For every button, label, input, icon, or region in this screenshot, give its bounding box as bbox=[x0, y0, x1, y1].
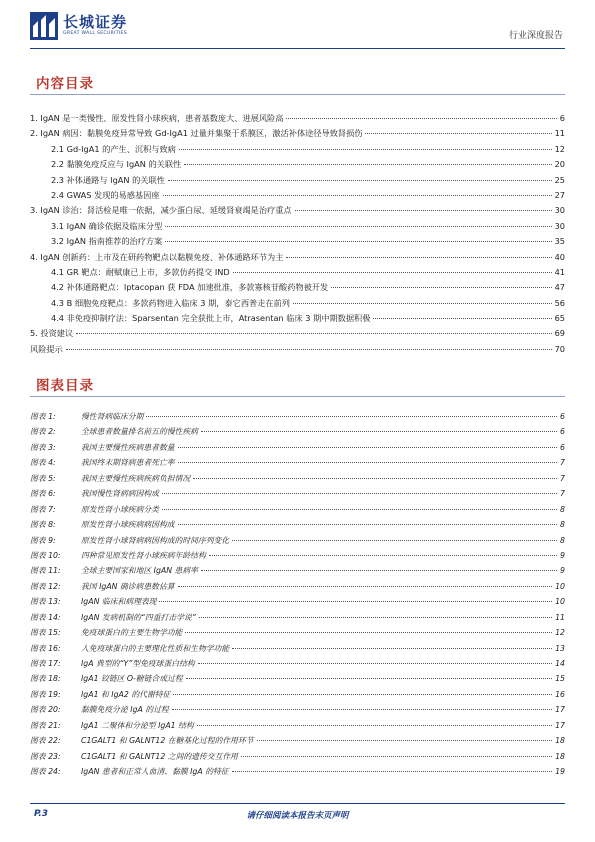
figure-entry[interactable] bbox=[30, 658, 565, 673]
figure-entry[interactable] bbox=[30, 704, 565, 719]
figure-entry-title: IgAN 临床和病理表现 bbox=[81, 597, 157, 607]
figure-entry-label: 图表 10: bbox=[30, 550, 61, 560]
figure-entry-title: IgA1 和 IgA2 的代谢特征 bbox=[81, 689, 171, 699]
dot-leader bbox=[197, 725, 552, 726]
toc-entry[interactable] bbox=[30, 221, 565, 236]
figure-entry-title: 我国主要慢性疾病疾病负担情况 bbox=[81, 473, 191, 483]
figure-entry[interactable] bbox=[30, 535, 565, 550]
toc-entry[interactable] bbox=[30, 159, 565, 174]
figure-entry[interactable] bbox=[30, 735, 565, 750]
figure-entry-title: 我国慢性肾病病因构成 bbox=[81, 489, 159, 499]
figure-entry-page: 19 bbox=[555, 767, 565, 777]
figure-entry[interactable] bbox=[30, 673, 565, 688]
dot-leader bbox=[286, 257, 551, 258]
toc-entry-page: 65 bbox=[554, 313, 565, 324]
toc-entry-page: 20 bbox=[554, 159, 565, 170]
dot-leader bbox=[233, 272, 552, 273]
figure-entry-page: 9 bbox=[560, 550, 565, 560]
figure-entry[interactable] bbox=[30, 643, 565, 658]
figure-entry-page: 18 bbox=[555, 736, 565, 746]
dot-leader bbox=[365, 133, 551, 134]
figure-entry[interactable] bbox=[30, 550, 565, 565]
figure-entry-label: 图表 9: bbox=[30, 535, 56, 545]
figure-entry-page: 16 bbox=[555, 689, 565, 699]
figure-entry-label: 图表 3: bbox=[30, 442, 56, 452]
figure-entry-title: 人免疫球蛋白的主要理化性质和生物学功能 bbox=[81, 643, 230, 653]
figure-entry-label: 图表 13: bbox=[30, 597, 61, 607]
figure-entry-page: 10 bbox=[555, 581, 565, 591]
figure-entry-label: 图表 5: bbox=[30, 473, 56, 483]
figure-entry[interactable] bbox=[30, 689, 565, 704]
toc-entry[interactable] bbox=[30, 313, 565, 328]
figure-entry-label: 图表 11: bbox=[30, 566, 61, 576]
dot-leader bbox=[178, 462, 557, 463]
dot-leader bbox=[331, 287, 551, 288]
toc-entry[interactable] bbox=[30, 236, 565, 251]
toc-entry-page: 25 bbox=[554, 174, 565, 185]
figure-entry-title: IgA1 铰链区 O-糖链合成过程 bbox=[81, 674, 183, 684]
toc-entry-page: 69 bbox=[554, 328, 565, 339]
figure-entry[interactable] bbox=[30, 565, 565, 580]
figure-entry-page: 6 bbox=[560, 427, 565, 437]
toc-entry-page: 11 bbox=[554, 128, 565, 139]
toc-entry[interactable] bbox=[30, 190, 565, 205]
figure-entry-title: C1GALT1 和 GALNT12 在糖基化过程的作用环节 bbox=[81, 736, 254, 746]
figure-entry[interactable] bbox=[30, 627, 565, 642]
figure-entry-page: 18 bbox=[555, 751, 565, 761]
toc-entry-title: 2.2 黏膜免疫反应与 IgAN 的关联性 bbox=[51, 159, 182, 170]
figure-entry-label: 图表 1: bbox=[30, 412, 56, 421]
figure-entry-title: 原发性肾小球疾病病因构成 bbox=[81, 520, 175, 530]
toc-entry-title: 4.3 B 细胞免疫靶点：多款药物进入临床 3 期，泰它西普走在前列 bbox=[51, 297, 290, 308]
dot-leader bbox=[163, 195, 552, 196]
toc-entry-title: 风险提示 bbox=[30, 343, 63, 354]
figure-entry[interactable] bbox=[30, 720, 565, 735]
figure-entry-title: 我国终末期肾病患者死亡率 bbox=[81, 458, 175, 468]
toc-entry[interactable] bbox=[30, 328, 565, 343]
figure-entry-label: 图表 19: bbox=[30, 689, 61, 699]
figure-entry-page: 9 bbox=[560, 566, 565, 576]
figure-entry-title: IgAN 患者和正常人血清、黏膜 IgA 的特征 bbox=[81, 767, 229, 777]
dot-leader bbox=[257, 740, 553, 741]
toc-entry-title: 2.3 补体通路与 IgAN 的关联性 bbox=[51, 174, 165, 185]
toc-entry[interactable] bbox=[30, 128, 565, 143]
figure-entry[interactable] bbox=[30, 504, 565, 519]
toc-entry-title: 3. IgAN 诊治：肾活检是唯一依据，减少蛋白尿、延缓肾衰竭是治疗重点 bbox=[30, 205, 292, 216]
figure-entry-title: IgA 典型的“Y”型免疫球蛋白结构 bbox=[81, 659, 195, 668]
figure-entry-title: 全球主要国家和地区 IgAN 患病率 bbox=[81, 566, 198, 576]
toc-title-underline bbox=[30, 94, 565, 95]
figure-entry-page: 6 bbox=[560, 442, 565, 452]
toc-entry[interactable] bbox=[30, 282, 565, 297]
dot-leader bbox=[201, 570, 557, 571]
figure-entry-page: 8 bbox=[560, 504, 565, 514]
dot-leader bbox=[178, 586, 553, 587]
toc-title: 内容目录 bbox=[36, 76, 94, 92]
figure-entry-title: 我国主要慢性疾病患者数量 bbox=[81, 442, 175, 452]
dot-leader bbox=[66, 349, 552, 350]
toc-entry[interactable] bbox=[30, 144, 565, 159]
toc-entry[interactable] bbox=[30, 205, 565, 220]
figure-entry[interactable] bbox=[30, 612, 565, 627]
logo-english-name: GREAT WALL SECURITIES bbox=[63, 31, 127, 36]
figure-entry-label: 图表 2: bbox=[30, 427, 56, 437]
figure-entry-page: 6 bbox=[560, 412, 565, 421]
figures-title-underline bbox=[30, 396, 565, 397]
dot-leader bbox=[173, 694, 552, 695]
figure-entry-label: 图表 21: bbox=[30, 720, 61, 730]
dot-leader bbox=[241, 756, 552, 757]
figure-entry-label: 图表 8: bbox=[30, 520, 56, 530]
footer-disclaimer: 请仔细阅读本报告末页声明 bbox=[246, 811, 349, 821]
figure-entry[interactable] bbox=[30, 411, 565, 426]
figure-entry[interactable] bbox=[30, 581, 565, 596]
report-type-label: 行业深度报告 bbox=[508, 31, 563, 41]
figure-entry-label: 图表 4: bbox=[30, 458, 56, 468]
toc-entry-title: 2.1 Gd-IgA1 的产生、沉积与致病 bbox=[51, 143, 176, 154]
figure-entry-label: 图表 17: bbox=[30, 659, 61, 668]
toc-entry-title: 2. IgAN 病因：黏膜免疫异常导致 Gd-IgA1 过量并集聚于系膜区，激活补体途径导致肾损伤 bbox=[30, 128, 363, 139]
great-wall-logo-icon bbox=[30, 12, 58, 40]
figure-entry[interactable] bbox=[30, 488, 565, 503]
toc-entry-page: 47 bbox=[554, 282, 565, 293]
toc-entry-title: 4. IgAN 创新药：上市及在研药物靶点以黏膜免疫、补体通路环节为主 bbox=[30, 251, 284, 262]
figure-entry-label: 图表 15: bbox=[30, 628, 61, 638]
company-logo bbox=[30, 10, 170, 44]
dot-leader bbox=[185, 632, 552, 633]
figure-entry-label: 图表 18: bbox=[30, 674, 61, 684]
figure-entry-title: 原发性肾小球疾病分类 bbox=[81, 504, 159, 514]
dot-leader bbox=[162, 509, 557, 510]
toc-entry[interactable] bbox=[30, 344, 565, 359]
dot-leader bbox=[172, 709, 552, 710]
figure-entry[interactable] bbox=[30, 442, 565, 457]
toc-entry-page: 56 bbox=[554, 297, 565, 308]
figure-entry-label: 图表 24: bbox=[30, 767, 61, 777]
dot-leader bbox=[146, 416, 557, 417]
figure-entry-label: 图表 20: bbox=[30, 705, 61, 715]
page-number: P.3 bbox=[34, 809, 48, 819]
dot-leader bbox=[193, 478, 557, 479]
figure-entry-page: 7 bbox=[560, 489, 565, 499]
figure-entry-title: 全球患者数量排名前五的慢性疾病 bbox=[81, 427, 198, 437]
toc-entry-page: 12 bbox=[554, 143, 565, 154]
figure-entry-label: 图表 12: bbox=[30, 581, 61, 591]
figure-entry-label: 图表 14: bbox=[30, 612, 61, 622]
dot-leader bbox=[232, 771, 552, 772]
dot-leader bbox=[201, 431, 557, 432]
toc-entry-page: 40 bbox=[554, 251, 565, 262]
dot-leader bbox=[178, 447, 557, 448]
toc-entry-page: 30 bbox=[554, 220, 565, 231]
figure-entry-title: C1GALT1 和 GALNT12 之间的遗传交互作用 bbox=[81, 751, 238, 761]
dot-leader bbox=[162, 493, 557, 494]
logo-chinese-name: 长城证券 bbox=[63, 13, 128, 31]
figure-entry[interactable] bbox=[30, 457, 565, 472]
figure-entry-page: 14 bbox=[555, 659, 565, 668]
toc-entry-title: 4.1 GR 靶点：耐赋康已上市，多款仿药提交 IND bbox=[51, 266, 230, 277]
toc-entry-page: 35 bbox=[554, 236, 565, 247]
figure-entry-label: 图表 6: bbox=[30, 489, 56, 499]
figure-entry-title: 四种常见原发性肾小球疾病年龄结构 bbox=[81, 550, 206, 560]
figure-entry-title: 慢性肾病临床分期 bbox=[81, 412, 144, 421]
figure-entry-title: IgA1 二聚体和分泌型 IgA1 结构 bbox=[81, 720, 194, 730]
dot-leader bbox=[232, 540, 557, 541]
dot-leader bbox=[186, 678, 552, 679]
dot-leader bbox=[286, 118, 556, 119]
figure-entry-page: 17 bbox=[555, 705, 565, 715]
toc-entry[interactable] bbox=[30, 252, 565, 267]
dot-leader bbox=[373, 318, 551, 319]
toc-entry-title: 3.1 IgAN 确诊依据及临床分型 bbox=[51, 220, 163, 231]
figure-entry[interactable] bbox=[30, 596, 565, 611]
dot-leader bbox=[168, 180, 552, 181]
dot-leader bbox=[178, 524, 557, 525]
page-header bbox=[30, 10, 565, 46]
figure-entry-page: 13 bbox=[555, 643, 565, 653]
dot-leader bbox=[199, 617, 552, 618]
dot-leader bbox=[232, 648, 552, 649]
figure-entry-label: 图表 22: bbox=[30, 736, 61, 746]
dot-leader bbox=[76, 333, 551, 334]
toc-entry[interactable] bbox=[30, 267, 565, 282]
figure-entry-title: IgAN 发病机制的“四重打击学说” bbox=[81, 612, 196, 622]
figure-entry-page: 15 bbox=[555, 674, 565, 684]
toc-entry-title: 1. IgAN 是一类慢性、原发性肾小球疾病，患者基数庞大、进展风险高 bbox=[30, 113, 284, 123]
toc-entry-page: 6 bbox=[559, 113, 565, 123]
dot-leader bbox=[209, 555, 557, 556]
toc-entry-title: 4.4 非免疫抑制疗法：Sparsentan 完全获批上市，Atrasentan 临床 3 期中期数据积极 bbox=[51, 313, 371, 324]
toc-entry-title: 4.2 补体通路靶点：Iptacopan 获 FDA 加速批准，多款寡核苷酸药物被开发 bbox=[51, 282, 329, 293]
dot-leader bbox=[165, 226, 551, 227]
figure-entry-page: 10 bbox=[555, 597, 565, 607]
figure-entry-title: 我国 IgAN 确诊病患数估算 bbox=[81, 581, 175, 591]
toc-entry[interactable] bbox=[30, 113, 565, 128]
toc-entry-title: 3.2 IgAN 指南推荐的治疗方案 bbox=[51, 236, 163, 247]
figure-entry-page: 8 bbox=[560, 520, 565, 530]
toc-entry-title: 5. 投资建议 bbox=[30, 328, 74, 339]
figure-entry-page: 11 bbox=[555, 612, 565, 622]
figure-entry[interactable] bbox=[30, 473, 565, 488]
dot-leader bbox=[184, 164, 551, 165]
toc-entry-page: 30 bbox=[554, 205, 565, 216]
footer-divider bbox=[30, 803, 565, 804]
figure-entry-label: 图表 23: bbox=[30, 751, 61, 761]
figure-entry[interactable] bbox=[30, 751, 565, 766]
figure-entry-page: 17 bbox=[555, 720, 565, 730]
figure-entry-page: 7 bbox=[560, 458, 565, 468]
dot-leader bbox=[293, 303, 552, 304]
table-of-contents bbox=[30, 113, 565, 359]
figure-list bbox=[30, 411, 565, 782]
dot-leader bbox=[179, 149, 552, 150]
dot-leader bbox=[198, 663, 552, 664]
toc-entry-page: 41 bbox=[554, 266, 565, 277]
toc-entry[interactable] bbox=[30, 175, 565, 190]
figure-entry-label: 图表 7: bbox=[30, 504, 56, 514]
toc-entry-page: 70 bbox=[554, 343, 565, 354]
header-divider bbox=[30, 48, 565, 49]
toc-entry[interactable] bbox=[30, 298, 565, 313]
figure-entry-title: 免疫球蛋白的主要生物学功能 bbox=[81, 628, 183, 638]
dot-leader bbox=[295, 210, 552, 211]
dot-leader bbox=[159, 601, 552, 602]
figure-entry[interactable] bbox=[30, 519, 565, 534]
figure-entry-title: 黏膜免疫分泌 IgA 的过程 bbox=[81, 705, 169, 715]
figure-entry[interactable] bbox=[30, 766, 565, 781]
figure-entry-title: 原发性肾小球肾病病因构成的时间序列变化 bbox=[81, 535, 230, 545]
figure-entry-page: 8 bbox=[560, 535, 565, 545]
figure-entry-page: 7 bbox=[560, 473, 565, 483]
figure-entry-page: 12 bbox=[555, 628, 565, 638]
figure-entry-label: 图表 16: bbox=[30, 643, 61, 653]
toc-entry-page: 27 bbox=[554, 189, 565, 200]
figures-title: 图表目录 bbox=[36, 378, 94, 394]
dot-leader bbox=[165, 241, 551, 242]
figure-entry[interactable] bbox=[30, 426, 565, 441]
toc-entry-title: 2.4 GWAS 发现的易感基因座 bbox=[51, 189, 160, 200]
